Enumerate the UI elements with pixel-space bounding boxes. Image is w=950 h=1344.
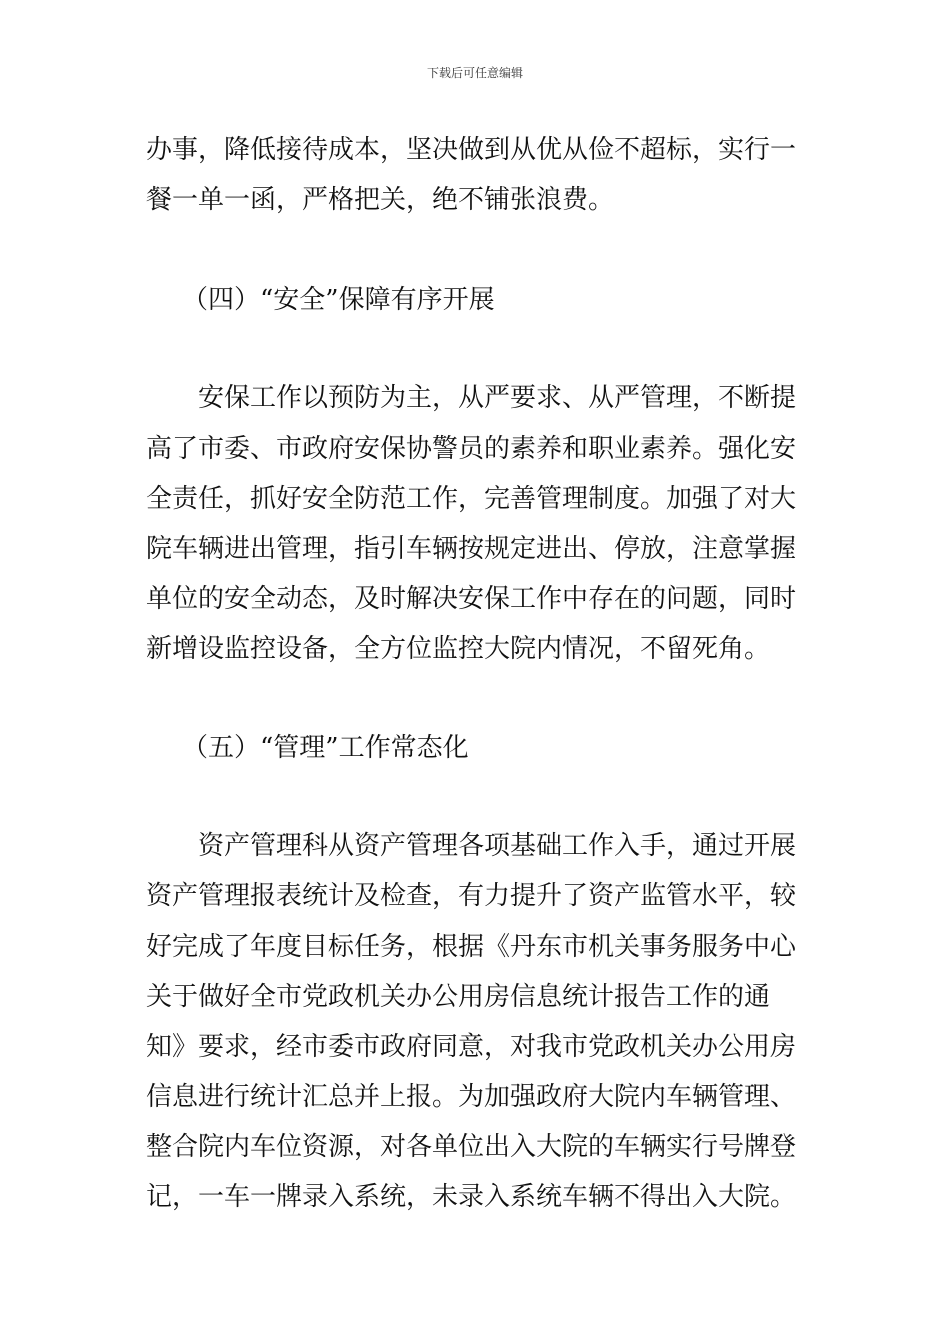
- text-line: 安保工作以预防为主，从严要求、从严管理，不断提: [146, 383, 797, 413]
- text-line: 记，一车一牌录入系统，未录入系统车辆不得出入大院。: [146, 1182, 797, 1212]
- text-line: 餐一单一函，严格把关，绝不铺张浪费。: [146, 185, 615, 215]
- text-line: 新增设监控设备，全方位监控大院内情况，不留死角。: [146, 634, 771, 664]
- text-line: 办事，降低接待成本，坚决做到从优从俭不超标，实行一: [146, 135, 797, 165]
- text-line: 整合院内车位资源，对各单位出入大院的车辆实行号牌登: [146, 1132, 797, 1162]
- text-line: 资产管理科从资产管理各项基础工作入手，通过开展: [146, 831, 797, 861]
- text-line: 关于做好全市党政机关办公用房信息统计报告工作的通: [146, 982, 771, 1012]
- section-heading-5: （五）“管理”工作常态化: [182, 733, 469, 763]
- text-line: 好完成了年度目标任务，根据《丹东市机关事务服务中心: [146, 932, 797, 962]
- text-line: 资产管理报表统计及检查，有力提升了资产监管水平，较: [146, 881, 797, 911]
- text-line: 知》要求，经市委市政府同意，对我市党政机关办公用房: [146, 1032, 797, 1062]
- text-line: 单位的安全动态，及时解决安保工作中存在的问题，同时: [146, 584, 797, 614]
- text-line: 全责任，抓好安全防范工作，完善管理制度。加强了对大: [146, 484, 797, 514]
- text-line: 信息进行统计汇总并上报。为加强政府大院内车辆管理、: [146, 1082, 797, 1112]
- section-heading-4: （四）“安全”保障有序开展: [182, 285, 495, 315]
- page-header: 下载后可任意编辑: [426, 66, 523, 80]
- text-line: 院车辆进出管理，指引车辆按规定进出、停放，注意掌握: [146, 534, 797, 564]
- text-line: 高了市委、市政府安保协警员的素养和职业素养。强化安: [146, 434, 797, 464]
